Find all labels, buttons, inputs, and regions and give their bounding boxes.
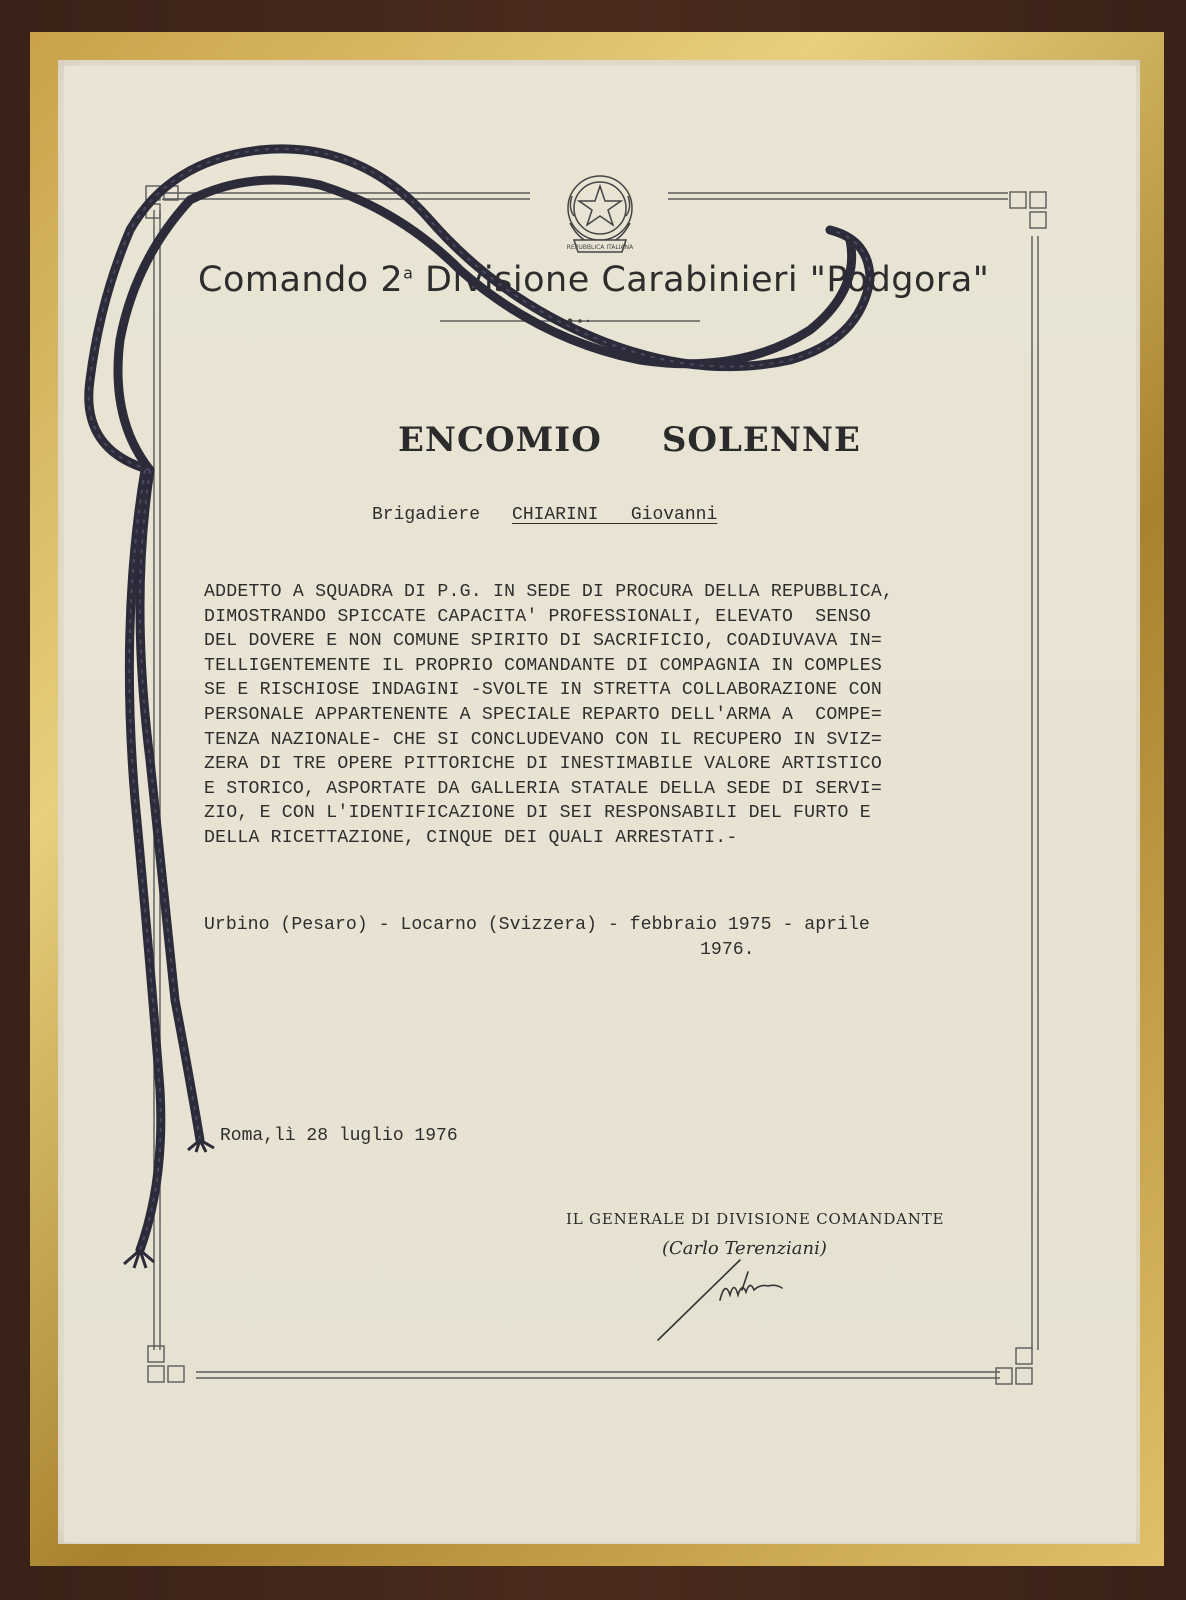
citation-line: PERSONALE APPARTENENTE A SPECIALE REPARTO DELL'ARMA A COMPE= xyxy=(204,704,882,725)
citation-line: ZIO, E CON L'IDENTIFICAZIONE DI SEI RESPONSABILI DEL FURTO E xyxy=(204,803,871,824)
citation-line: E STORICO, ASPORTATE DA GALLERIA STATALE DELLA SEDE DI SERVI= xyxy=(204,778,882,799)
title-ornament xyxy=(440,316,700,326)
recipient-rank: Brigadiere xyxy=(372,505,481,525)
place-dates-continued: 1976. xyxy=(700,940,755,960)
unit-title-pre: Comando 2 xyxy=(198,260,404,300)
unit-title xyxy=(198,260,998,300)
heading-word-1: ENCOMIO xyxy=(398,420,602,460)
recipient-name: CHIARINI Giovanni xyxy=(512,505,718,525)
citation-line: DEL DOVERE E NON COMUNE SPIRITO DI SACRIFICIO, COADIUVAVA IN= xyxy=(204,631,882,652)
recipient-line xyxy=(372,505,717,525)
unit-title-post: Divisione Carabinieri "Podgora" xyxy=(413,260,990,300)
republic-emblem xyxy=(560,168,640,258)
citation-line: ZERA DI TRE OPERE PITTORICHE DI INESTIMABILE VALORE ARTISTICO xyxy=(204,754,882,775)
signer-name: (Carlo Terenziani) xyxy=(662,1238,827,1259)
citation-line: ADDETTO A SQUADRA DI P.G. IN SEDE DI PROCURA DELLA REPUBBLICA, xyxy=(204,582,894,602)
heading-word-2: SOLENNE xyxy=(661,420,861,460)
citation-line: TELLIGENTEMENTE IL PROPRIO COMANDANTE DI COMPAGNIA IN COMPLES xyxy=(204,655,882,676)
citation-line: DELLA RICETTAZIONE, CINQUE DEI QUALI ARRESTATI.- xyxy=(204,827,738,848)
emblem-text: REPUBBLICA ITALIANA xyxy=(566,244,634,251)
unit-title-sup: a xyxy=(403,263,414,283)
citation-body xyxy=(204,580,1004,851)
document-heading xyxy=(398,420,861,460)
citation-line: SE E RISCHIOSE INDAGINI -SVOLTE IN STRETTA COLLABORAZIONE CON xyxy=(204,680,882,701)
signer-title: IL GENERALE DI DIVISIONE COMANDANTE xyxy=(566,1210,945,1228)
citation-line: DIMOSTRANDO SPICCATE CAPACITA' PROFESSIONALI, ELEVATO SENSO xyxy=(204,606,871,627)
handwritten-signature xyxy=(650,1240,810,1350)
issue-date: Roma,lì 28 luglio 1976 xyxy=(220,1126,458,1146)
place-dates: Urbino (Pesaro) - Locarno (Svizzera) - febbraio 1975 - aprile xyxy=(204,915,870,935)
citation-line: TENZA NAZIONALE- CHE SI CONCLUDEVANO CON IL RECUPERO IN SVIZ= xyxy=(204,729,882,750)
